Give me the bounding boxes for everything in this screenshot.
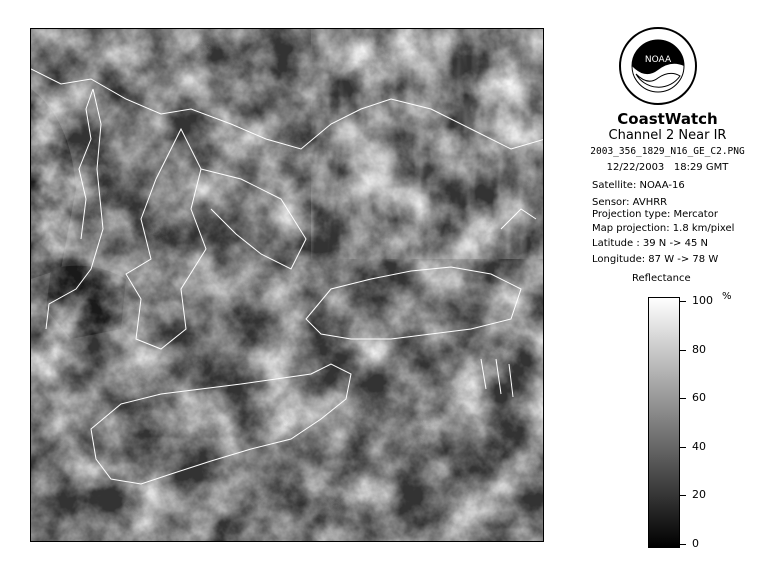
colorbar-tick <box>680 447 686 448</box>
reflectance-colorbar <box>648 297 680 548</box>
longitude-label: Longitude: 87 W -> 78 W <box>592 254 719 265</box>
projection-type-label: Projection type: Mercator <box>592 209 718 220</box>
legend-unit: % <box>722 291 732 302</box>
colorbar-tick <box>680 544 686 545</box>
satellite-image <box>30 28 544 542</box>
colorbar-tick-label: 60 <box>692 391 706 405</box>
noaa-logo <box>618 26 698 106</box>
datetime-label <box>560 162 775 173</box>
satellite-image-svg <box>31 29 544 542</box>
sensor-label: Sensor: AVHRR <box>592 197 668 208</box>
map-projection-label: Map projection: 1.8 km/pixel <box>592 223 735 234</box>
colorbar-tick-label: 80 <box>692 342 706 356</box>
legend-title: Reflectance <box>632 273 691 284</box>
latitude-label: Latitude : 39 N -> 45 N <box>592 238 708 249</box>
colorbar-tick <box>680 301 686 302</box>
colorbar-tick-label: 100 <box>692 294 713 307</box>
colorbar-tick <box>680 398 686 399</box>
colorbar-ticks <box>680 294 740 550</box>
noaa-logo-text: NOAA <box>644 55 672 65</box>
colorbar-tick-label: 40 <box>692 439 706 453</box>
colorbar-tick <box>680 350 686 351</box>
colorbar-tick-label: 0 <box>692 537 699 550</box>
colorbar-tick <box>680 495 686 496</box>
filename-label: 2003_356_1829_N16_GE_C2.PNG <box>590 146 745 157</box>
channel-label: Channel 2 Near IR <box>608 128 727 143</box>
date-label: 12/22/2003 <box>606 162 665 173</box>
product-title: CoastWatch <box>617 110 718 128</box>
satellite-label: Satellite: NOAA-16 <box>592 180 685 191</box>
time-label: 18:29 GMT <box>673 162 729 173</box>
colorbar-tick-label: 20 <box>692 488 706 502</box>
